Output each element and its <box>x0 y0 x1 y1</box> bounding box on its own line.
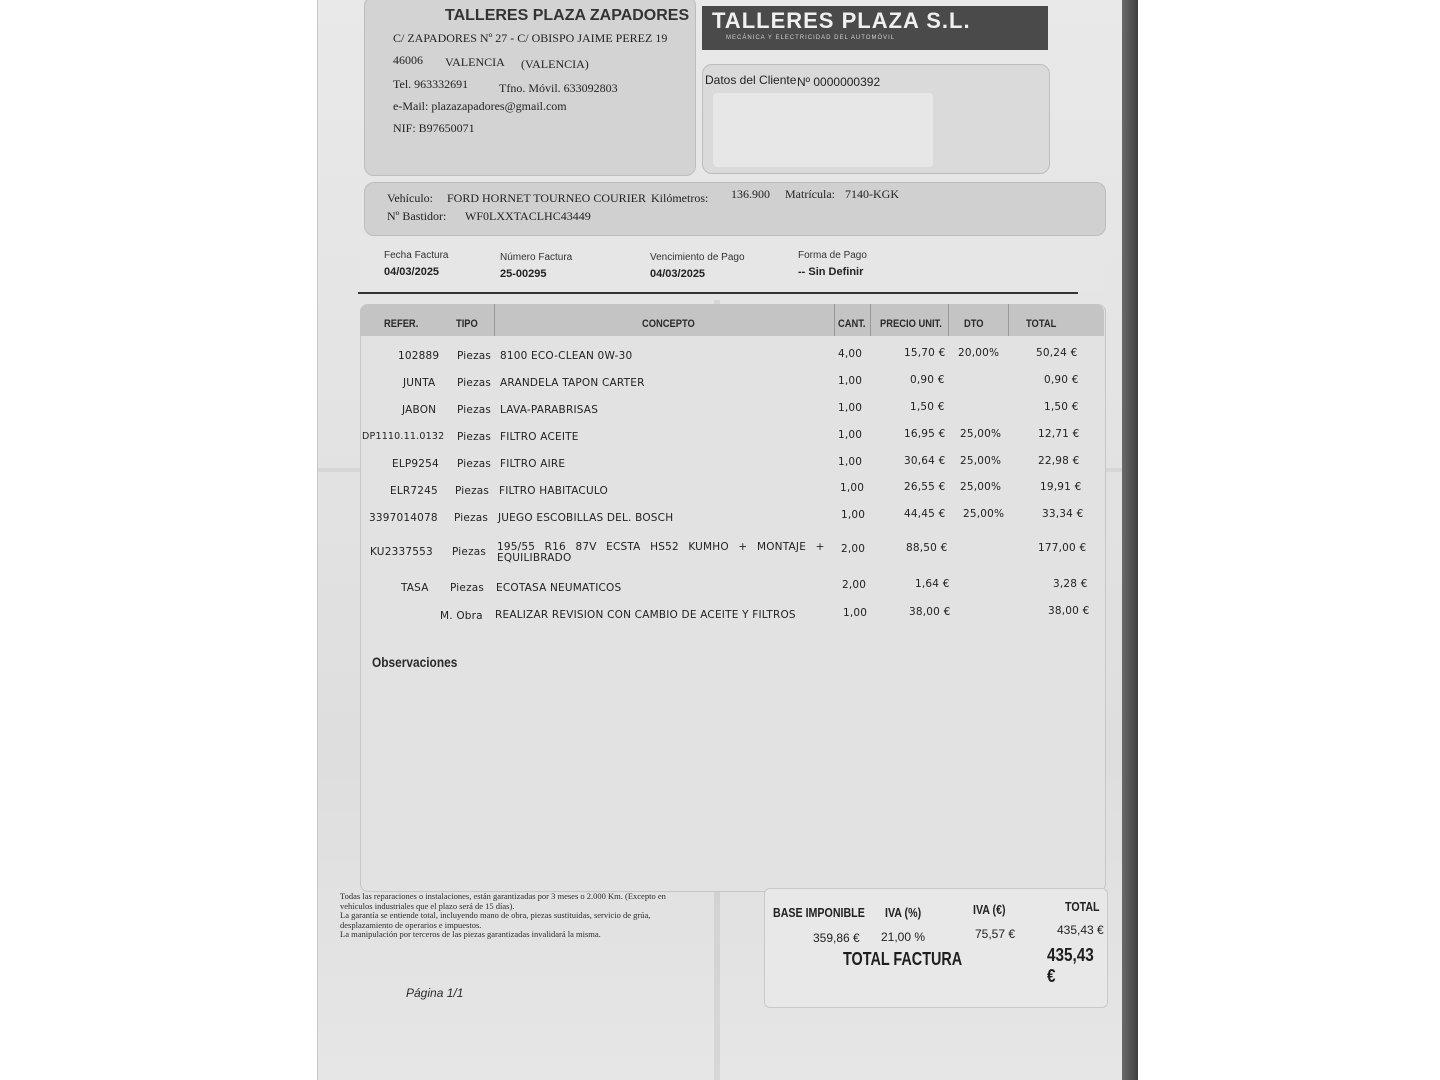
company-mobile: Tfno. Móvil. 633092803 <box>499 81 618 95</box>
col-concepto-header: CONCEPTO <box>642 318 695 330</box>
divider <box>358 292 1078 294</box>
company-box <box>364 0 696 176</box>
row-cant: 1,00 <box>841 509 866 521</box>
col-total-header: TOTAL <box>1026 318 1057 330</box>
row-total: 50,24 € <box>1036 347 1078 359</box>
row-tipo: Piezas <box>457 404 492 416</box>
row-concepto: 195/55 R16 87V ECSTA HS52 KUMHO + MONTAJE + <box>497 541 825 553</box>
km-value: 136.900 <box>731 187 770 201</box>
invoice-sheet <box>318 0 1122 1080</box>
col-tipo-header: TIPO <box>456 318 478 330</box>
row-cant: 4,00 <box>838 348 863 360</box>
vehicle-box <box>364 182 1106 236</box>
row-cant: 1,00 <box>838 402 863 414</box>
row-tipo: Piezas <box>450 582 485 594</box>
row-cant: 1,00 <box>840 482 865 494</box>
row-tipo: Piezas <box>457 377 492 389</box>
header-separator <box>870 304 871 336</box>
company-city: VALENCIA <box>445 55 505 69</box>
iva-eur-label: IVA (€) <box>973 902 1006 917</box>
page-number: Página 1/1 <box>406 986 464 1000</box>
row-ref: ELR7245 <box>390 485 438 497</box>
row-dto: 25,00% <box>963 508 1005 520</box>
header-separator <box>1008 304 1009 336</box>
row-ref: JUNTA <box>403 377 436 389</box>
chassis-value: WF0LXXTACLHC43449 <box>465 209 591 223</box>
logo-title: TALLERES PLAZA S.L. <box>712 8 971 33</box>
row-ref: DP1110.11.0132 <box>362 431 445 442</box>
row-cant: 1,00 <box>843 607 868 619</box>
legal-line: La garantía se entiende total, incluyendo mano de obra, piezas sustituidas, servicio de grúa, <box>340 910 651 920</box>
due-date-value: 04/03/2025 <box>650 268 706 280</box>
logo-subtitle: MECÁNICA Y ELECTRICIDAD DEL AUTOMÓVIL <box>726 35 896 41</box>
table-header <box>360 304 1104 336</box>
km-label: Kilómetros: <box>651 191 709 205</box>
row-precio: 88,50 € <box>906 542 948 554</box>
vehicle-value: FORD HORNET TOURNEO COURIER <box>447 191 647 205</box>
row-ref: ELP9254 <box>392 458 439 470</box>
invoice-meta <box>362 238 1106 290</box>
row-concepto: REALIZAR REVISION CON CAMBIO DE ACEITE Y FILTROS <box>495 609 796 621</box>
row-precio: 1,64 € <box>915 578 950 590</box>
row-tipo: Piezas <box>457 458 492 470</box>
row-concepto: FILTRO ACEITE <box>500 431 579 443</box>
row-total: 3,28 € <box>1053 578 1088 590</box>
row-tipo: M. Obra <box>440 610 483 622</box>
row-tipo: Piezas <box>452 546 487 558</box>
iva-pct-label: IVA (%) <box>885 905 922 920</box>
company-address: C/ ZAPADORES Nº 27 - C/ OBISPO JAIME PEREZ 19 <box>393 31 668 45</box>
total-value: 435,43 € <box>1057 923 1104 937</box>
observations-label: Observaciones <box>372 654 458 670</box>
legal-line: La manipulación por terceros de las piezas garantizadas invalidará la misma. <box>340 929 601 939</box>
client-label: Datos del Cliente <box>705 73 797 87</box>
row-cant: 1,00 <box>838 456 863 468</box>
col-cant-header: CANT. <box>838 318 866 330</box>
company-province: (VALENCIA) <box>521 57 589 71</box>
row-precio: 0,90 € <box>910 374 945 386</box>
invoice-number-label: Número Factura <box>500 252 573 263</box>
chassis-label: Nº Bastidor: <box>387 209 447 223</box>
legal-notice <box>340 892 764 950</box>
row-total: 177,00 € <box>1038 542 1087 554</box>
col-precio-header: PRECIO UNIT. <box>880 318 942 330</box>
row-concepto: 8100 ECO-CLEAN 0W-30 <box>500 350 633 362</box>
header-separator <box>948 304 949 336</box>
row-concepto: JUEGO ESCOBILLAS DEL. BOSCH <box>498 512 674 524</box>
client-details-redacted <box>713 93 933 167</box>
company-nif: NIF: B97650071 <box>393 121 475 135</box>
row-concepto: FILTRO HABITACULO <box>499 485 608 497</box>
row-precio: 15,70 € <box>904 347 946 359</box>
client-number: Nº 0000000392 <box>797 75 881 89</box>
row-cant: 1,00 <box>838 429 863 441</box>
row-ref: JABON <box>402 404 437 416</box>
row-precio: 44,45 € <box>904 508 946 520</box>
row-tipo: Piezas <box>457 350 492 362</box>
iva-pct-value: 21,00 % <box>881 930 926 944</box>
row-total: 12,71 € <box>1038 428 1080 440</box>
row-ref: TASA <box>401 582 429 594</box>
row-dto: 25,00% <box>960 481 1002 493</box>
row-precio: 26,55 € <box>904 481 946 493</box>
row-ref: 102889 <box>398 350 440 362</box>
row-total: 1,50 € <box>1044 401 1079 413</box>
row-precio: 1,50 € <box>910 401 945 413</box>
invoice-date-label: Fecha Factura <box>384 250 449 261</box>
legal-line: Todas las reparaciones o instalaciones, están garantizadas por 3 meses o 2.000 Km. (Excepto en <box>340 891 666 901</box>
row-precio: 30,64 € <box>904 455 946 467</box>
row-dto: 25,00% <box>960 455 1002 467</box>
row-ref: 3397014078 <box>369 512 438 524</box>
col-dto-header: DTO <box>964 318 984 330</box>
row-total: 38,00 € <box>1048 605 1090 617</box>
row-cant: 1,00 <box>838 375 863 387</box>
row-dto: 20,00% <box>958 347 1000 359</box>
row-precio: 38,00 € <box>909 606 951 618</box>
client-box <box>702 64 1050 174</box>
row-concepto: ARANDELA TAPON CARTER <box>500 377 645 389</box>
header-separator <box>494 304 495 336</box>
row-dto: 25,00% <box>960 428 1002 440</box>
company-postal-code: 46006 <box>393 53 423 67</box>
vehicle-label: Vehículo: <box>387 191 433 205</box>
items-table <box>360 304 1106 892</box>
base-value: 359,86 € <box>813 931 860 945</box>
header-separator <box>834 304 835 336</box>
payment-method-label: Forma de Pago <box>798 250 867 261</box>
row-total: 19,91 € <box>1040 481 1082 493</box>
iva-eur-value: 75,57 € <box>975 927 1016 941</box>
row-total: 33,34 € <box>1042 508 1084 520</box>
row-total: 22,98 € <box>1038 455 1080 467</box>
row-total: 0,90 € <box>1044 374 1079 386</box>
row-concepto: FILTRO AIRE <box>500 458 566 470</box>
legal-line: vehículos industriales que el plazo será de 15 días). <box>340 900 515 911</box>
row-concepto: LAVA-PARABRISAS <box>500 404 599 416</box>
totals-box <box>764 888 1108 1008</box>
company-name: TALLERES PLAZA ZAPADORES <box>445 7 690 24</box>
base-label: BASE IMPONIBLE <box>773 905 865 920</box>
company-logo <box>702 6 1048 50</box>
legal-line: desplazamiento de operarios e impuestos. <box>340 919 482 930</box>
company-phone: Tel. 963332691 <box>393 77 469 91</box>
row-concepto-continued: EQUILIBRADO <box>497 552 572 564</box>
invoice-date-value: 04/03/2025 <box>384 266 440 278</box>
row-concepto: ECOTASA NEUMATICOS <box>496 582 622 594</box>
background-edge <box>1122 0 1138 1080</box>
grand-total-value: 435,43 € <box>1047 945 1094 986</box>
row-tipo: Piezas <box>454 512 489 524</box>
row-precio: 16,95 € <box>904 428 946 440</box>
row-cant: 2,00 <box>841 543 866 555</box>
row-tipo: Piezas <box>457 431 492 443</box>
payment-method-value: -- Sin Definir <box>798 266 864 278</box>
plate-value: 7140-KGK <box>845 187 899 201</box>
grand-total-label: TOTAL FACTURA <box>843 949 963 969</box>
plate-label: Matrícula: <box>785 187 835 201</box>
col-ref-header: REFER. <box>384 318 419 330</box>
row-ref: KU2337553 <box>370 546 433 558</box>
due-date-label: Vencimiento de Pago <box>650 252 745 263</box>
company-email: e-Mail: plazazapadores@gmail.com <box>393 99 567 113</box>
row-tipo: Piezas <box>455 485 490 497</box>
row-cant: 2,00 <box>842 579 867 591</box>
invoice-number-value: 25-00295 <box>500 268 547 280</box>
total-label: TOTAL <box>1065 899 1100 914</box>
